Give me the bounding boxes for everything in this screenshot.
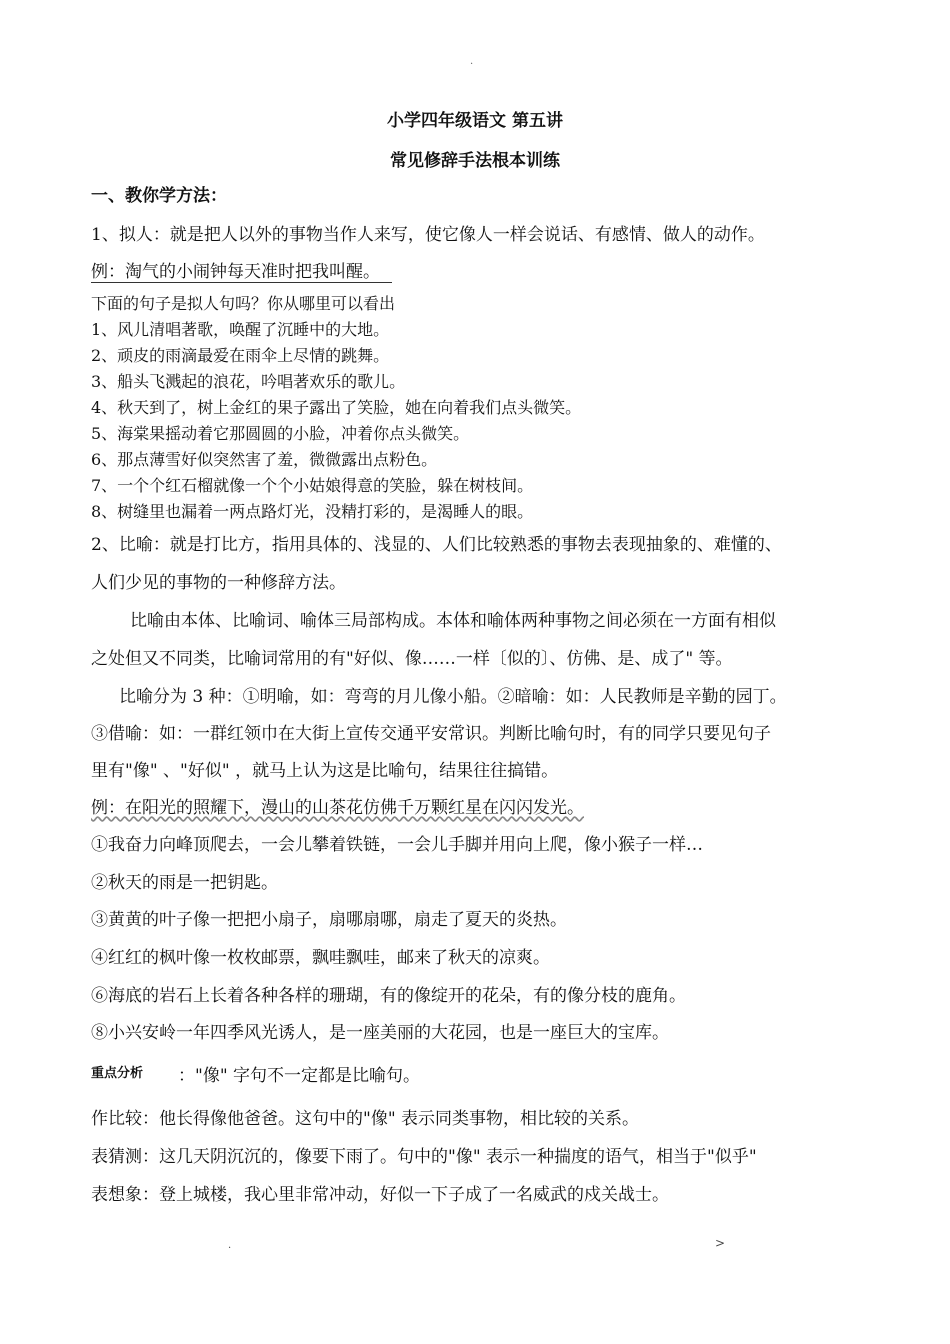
list-item: 4、秋天到了，树上金红的果子露出了笑脸，她在向着我们点头微笑。 [91,398,582,417]
list-item: ④红红的枫叶像一枚枚邮票，飘哇飘哇，邮来了秋天的凉爽。 [91,948,550,968]
list-item: 7、一个个红石榴就像一个个小姑娘得意的笑脸，躲在树枝间。 [91,476,534,495]
lesson-subtitle: 常见修辞手法根本训练 [390,151,560,171]
list-item: 8、树缝里也漏着一两点路灯光，没精打彩的，是渴睡人的眼。 [91,502,534,521]
list-item: 6、那点薄雪好似突然害了羞，微微露出点粉色。 [91,450,438,469]
metaphor-types-line3: 里有"像" 、"好似" ，就马上认为这是比喻句，结果往往搞错。 [91,761,559,781]
metaphor-definition-line1: 2、比喻：就是打比方，指用具体的、浅显的、人们比较熟悉的事物去表现抽象的、难懂的、 [91,535,782,555]
key-point-label: 重点分析 [91,1066,144,1081]
footer-arrow: > [715,1236,726,1250]
analysis-line: 表想象：登上城楼，我心里非常冲动，好似一下子成了一名威武的戍关战士。 [91,1185,669,1205]
list-item: ⑥海底的岩石上长着各种各样的珊瑚，有的像绽开的花朵，有的像分枝的鹿角。 [91,986,686,1006]
analysis-line: 作比较：他长得像他爸爸。这句中的"像" 表示同类事物，相比较的关系。 [91,1109,640,1129]
list-item: ③黄黄的叶子像一把把小扇子，扇哪扇哪，扇走了夏天的炎热。 [91,910,567,930]
lesson-title: 小学四年级语文 第五讲 [387,111,563,131]
personification-example: 例：淘气的小闹钟每天准时把我叫醒。 [91,257,392,283]
list-item: 5、海棠果摇动着它那圆圆的小脸，冲着你点头微笑。 [91,424,470,443]
list-item: 1、风儿清唱著歌，唤醒了沉睡中的大地。 [91,320,390,339]
metaphor-structure-line2: 之处但又不同类，比喻词常用的有"好似、像……一样〔似的〕、仿佛、是、成了" 等。 [91,649,733,669]
metaphor-example: 例：在阳光的照耀下，漫山的山茶花仿佛千万颗红星在闪闪发光。 [91,798,584,818]
header-dot: . [470,56,474,67]
metaphor-definition-line2: 人们少见的事物的一种修辞方法。 [91,573,346,593]
footer-dot: . [228,1240,232,1251]
list-item: ①我奋力向峰顶爬去，一会儿攀着铁链，一会儿手脚并用向上爬，像小猴子一样… [91,835,703,855]
metaphor-structure-line1: 比喻由本体、比喻词、喻体三局部构成。本体和喻体两种事物之间必须在一方面有相似 [130,611,776,631]
list-item: 2、顽皮的雨滴最爱在雨伞上尽情的跳舞。 [91,346,390,365]
list-item: ⑧小兴安岭一年四季风光诱人，是一座美丽的大花园，也是一座巨大的宝库。 [91,1023,669,1043]
analysis-line: 表猜测：这几天阴沉沉的，像要下雨了。句中的"像" 表示一种揣度的语气，相当于"似乎" [91,1147,757,1167]
section-heading: 一、教你学方法： [91,186,227,206]
metaphor-types-line2: ③借喻：如：一群红领巾在大街上宣传交通平安常识。判断比喻句时，有的同学只要见句子 [91,724,771,744]
key-point-text: ："像" 字句不一定都是比喻句。 [178,1066,421,1086]
personification-definition: 1、拟人：就是把人以外的事物当作人来写，使它像人一样会说话、有感情、做人的动作。 [91,225,765,245]
list-item: ②秋天的雨是一把钥匙。 [91,873,278,893]
personification-question: 下面的句子是拟人句吗？你从哪里可以看出 [91,294,396,313]
metaphor-types-line1: 比喻分为 3 种：①明喻，如：弯弯的月儿像小船。②暗喻：如：人民教师是辛勤的园丁。 [119,687,787,707]
list-item: 3、船头飞溅起的浪花，吟唱著欢乐的歌儿。 [91,372,406,391]
